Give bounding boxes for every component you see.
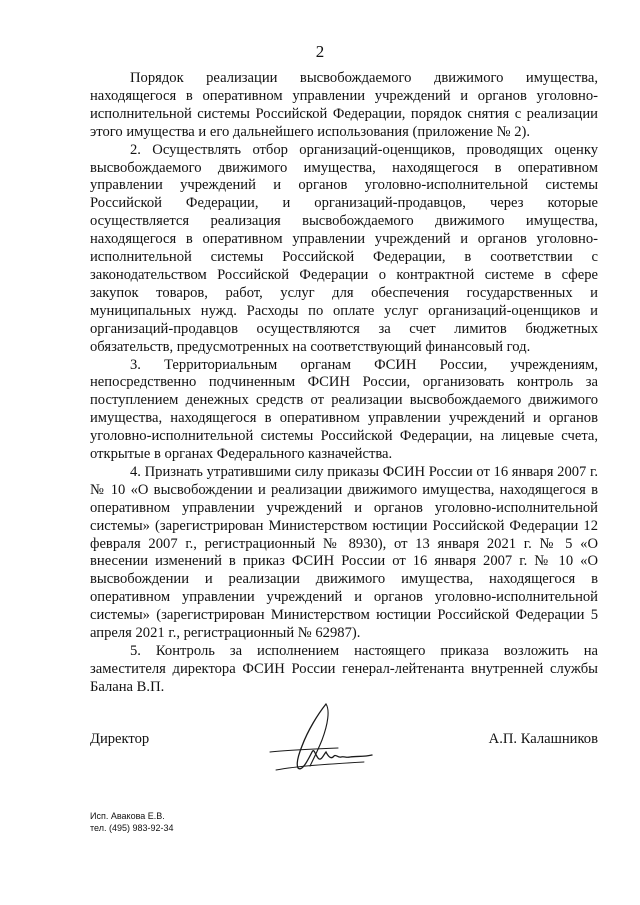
executor-info [90, 810, 174, 834]
paragraph-3: 3. Территориальным органам ФСИН России, учреждениям, непосредственно подчиненным ФСИН России, организовать контроль за поступлением денежных средств от реализации высвобождаемого движимого имущества, находящегося в оперативном управлении учреждений и органов уголовно-исполнительной системы Российской Федерации, на лицевые счета, открытые в органах Федерального казначейства. [90, 356, 598, 463]
signer-title: Директор [90, 731, 150, 747]
document-body [90, 70, 598, 697]
paragraph-1-continuation: Порядок реализации высвобождаемого движимого имущества, находящегося в оперативном управлении учреждений и органов уголовно-исполнительной системы Российской Федерации, порядок снятия с реализации этого имущества и его дальнейшего использования (приложение № 2). [90, 70, 598, 140]
executor-name: Исп. Авакова Е.В. [90, 811, 165, 821]
executor-phone: тел. (495) 983-92-34 [90, 823, 174, 833]
paragraph-5: 5. Контроль за исполнением настоящего приказа возложить на заместителя директора ФСИН России генерал-лейтенанта внутренней службы Балана В.П. [90, 643, 598, 695]
signer-name: А.П. Калашников [488, 731, 598, 747]
handwritten-signature [268, 700, 378, 776]
paragraph-2: 2. Осуществлять отбор организаций-оценщиков, проводящих оценку высвобождаемого движимого имущества, находящегося в оперативном управлении учреждений и органов уголовно-исполнительной системы Российской Федерации, и организаций-продавцов, через которые осуществляется реализация высвобождаемого движимого имущества, находящегося в оперативном управлении учреждений и органов уголовно-исполнительной системы Российской Федерации, в соответствии с законодательством Российской Федерации о контрактной системе в сфере закупок товаров, работ, услуг для обеспечения государственных и муниципальных нужд. Расходы по оплате услуг организаций-оценщиков и организаций-продавцов осуществляются за счет лимитов бюджетных обязательств, предусмотренных на соответствующий финансовый год. [90, 141, 598, 355]
paragraph-4: 4. Признать утратившими силу приказы ФСИН России от 16 января 2007 г. № 10 «О высвобождении и реализации движимого имущества, находящегося в оперативном управлении учреждений и органов уголовно-исполнительной системы» (зарегистрирован Министерством юстиции Российской Федерации 12 февраля 2007 г., регистрационный № 8930), от 13 января 2021 г. № 5 «О внесении изменений в приказ ФСИН России от 16 января 2007 г. № 10 «О высвобождении и реализации движимого имущества, находящегося в оперативном управлении учреждений и органов уголовно-исполнительной системы» (зарегистрирован Министерством юстиции Российской Федерации 5 апреля 2021 г., регистрационный № 62987). [90, 463, 598, 642]
page-number: 2 [315, 42, 325, 61]
